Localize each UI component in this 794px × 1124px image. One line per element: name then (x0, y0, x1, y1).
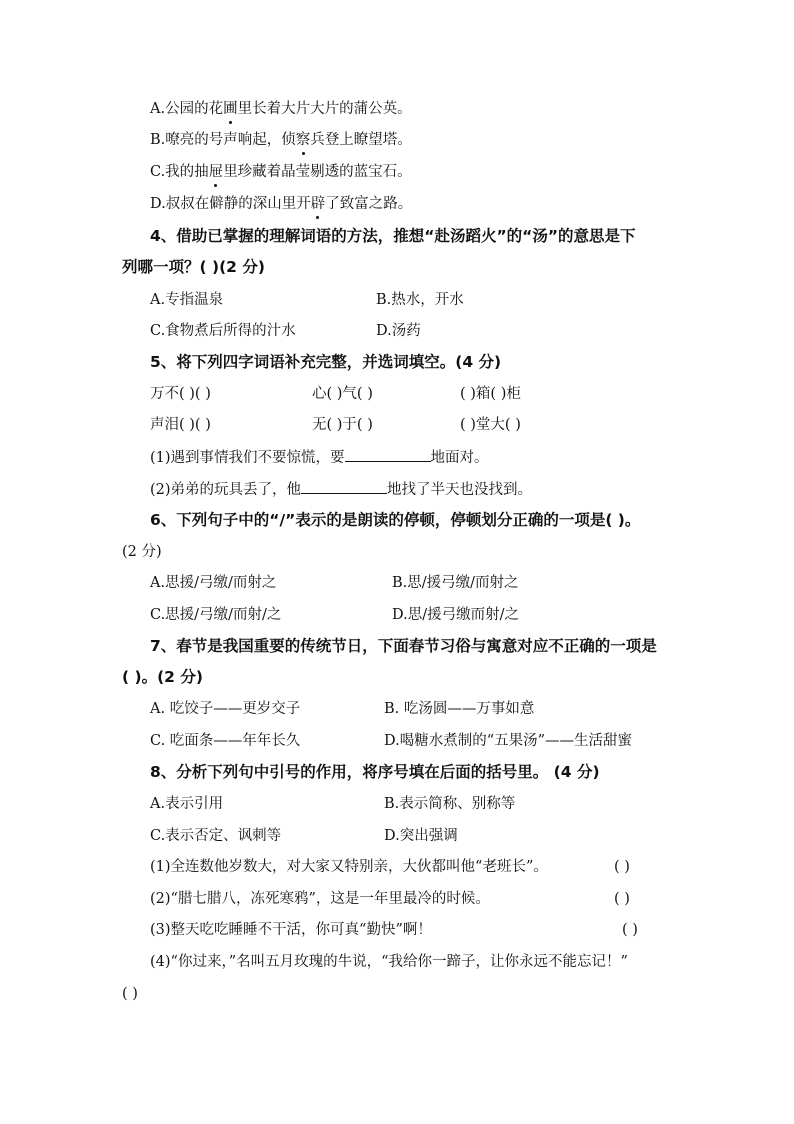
option-text: 里长着大片大片的蒲公英。 (237, 101, 412, 117)
dotted-char: 圃 (223, 101, 238, 117)
q6-stem-line2: (2 分) (122, 544, 162, 560)
option-text: B.嘹亮的号声响起，侦 (150, 132, 296, 148)
answer-paren[interactable]: ( ) (622, 922, 638, 938)
q8-option-d: D.突出强调 (384, 828, 458, 844)
q4-stem-line2: 列哪一项？( )(2 分) (122, 258, 265, 276)
q8-option-a: A.表示引用 (150, 796, 224, 812)
q6-stem-line1: 6、下列句子中的“/”表示的是朗读的停顿，停顿划分正确的一项是( )。 (150, 511, 641, 529)
sentence-text: 地找了半天也没找到。 (387, 482, 533, 498)
option-text: D.叔叔在僻静的深山里开 (150, 196, 311, 212)
dotted-char: 辟 (310, 196, 326, 212)
q5-idiom-1: 万不( )( ) (150, 386, 211, 402)
q3-option-c (150, 162, 412, 182)
q5-idiom-3: ( )箱( )柜 (460, 386, 521, 402)
q7-option-c: C. 吃面条——年年长久 (150, 733, 301, 749)
q5-sentence-1 (150, 447, 489, 468)
q8-stem: 8、分析下列句中引号的作用，将序号填在后面的括号里。 (4 分) (150, 763, 600, 781)
dotted-char: 屉 (208, 164, 224, 180)
q8-sentence-1: (1)全连数他岁数大，对大家又特别亲，大伙都叫他“老班长”。 (150, 859, 548, 875)
option-text: 兵登上瞭望塔。 (310, 132, 412, 148)
q5-sentence-2 (150, 479, 532, 500)
q4-stem-line1: 4、借助已掌握的理解词语的方法，推想“赴汤蹈火”的“汤”的意思是下 (150, 227, 636, 245)
q4-option-d: D.汤药 (376, 323, 421, 339)
q5-stem: 5、将下列四字词语补充完整，并选词填空。(4 分) (150, 353, 502, 371)
q4-option-c: C.食物煮后所得的汁水 (150, 323, 296, 339)
q4-option-b: B.热水，开水 (376, 292, 464, 308)
q3-option-a (150, 99, 412, 119)
q7-option-a: A. 吃饺子——更岁交子 (150, 701, 301, 717)
q8-sentence-2: (2)“腊七腊八，冻死寒鸦”，这是一年里最冷的时候。 (150, 891, 490, 907)
q8-sentence-3: (3)整天吃吃睡睡不干活，你可真“勤快”啊！ (150, 922, 432, 938)
q4-option-a: A.专指温泉 (150, 292, 224, 308)
option-text: A.公园的花 (150, 101, 224, 117)
answer-paren[interactable]: ( ) (122, 986, 138, 1002)
q8-option-b: B.表示简称、别称等 (384, 796, 516, 812)
q5-idiom-4: 声泪( )( ) (150, 417, 211, 433)
q3-option-d (150, 194, 412, 214)
q6-option-c: C.思援/弓缴/而射/之 (150, 607, 282, 623)
q6-option-b: B.思/援弓缴/而射之 (392, 575, 519, 591)
sentence-text: (1)遇到事情我们不要惊慌，要 (150, 450, 345, 466)
q7-stem-line1: 7、春节是我国重要的传统节日，下面春节习俗与寓意对应不正确的一项是 (150, 637, 657, 655)
answer-blank[interactable] (301, 479, 387, 494)
q6-option-a: A.思援/弓缴/而射之 (150, 575, 277, 591)
dotted-char: 察 (295, 132, 311, 148)
q7-stem-line2: ( )。(2 分) (122, 668, 203, 686)
option-text: 了致富之路。 (325, 196, 413, 212)
q8-option-c: C.表示否定、讽刺等 (150, 828, 282, 844)
option-text: C.我的抽 (150, 164, 209, 180)
answer-paren[interactable]: ( ) (614, 891, 630, 907)
q3-option-b (150, 130, 412, 150)
answer-paren[interactable]: ( ) (614, 859, 630, 875)
q5-idiom-2: 心( )气( ) (312, 386, 373, 402)
q8-sentence-4: (4)“你过来，”名叫五月玫瑰的牛说，“我给你一蹄子，让你永远不能忘记！” (150, 954, 628, 970)
q5-idiom-5: 无( )于( ) (312, 417, 373, 433)
q5-idiom-6: ( )堂大( ) (460, 417, 521, 433)
option-text: 里珍藏着晶莹剔透的蓝宝石。 (223, 164, 412, 180)
q6-option-d: D.思/援弓缴而射/之 (392, 607, 519, 623)
answer-blank[interactable] (345, 447, 431, 462)
q7-option-d: D.喝糖水煮制的“五果汤”——生活甜蜜 (384, 733, 633, 749)
sentence-text: 地面对。 (430, 450, 489, 466)
q7-option-b: B. 吃汤圆——万事如意 (384, 701, 535, 717)
sentence-text: (2)弟弟的玩具丢了，他 (150, 482, 302, 498)
